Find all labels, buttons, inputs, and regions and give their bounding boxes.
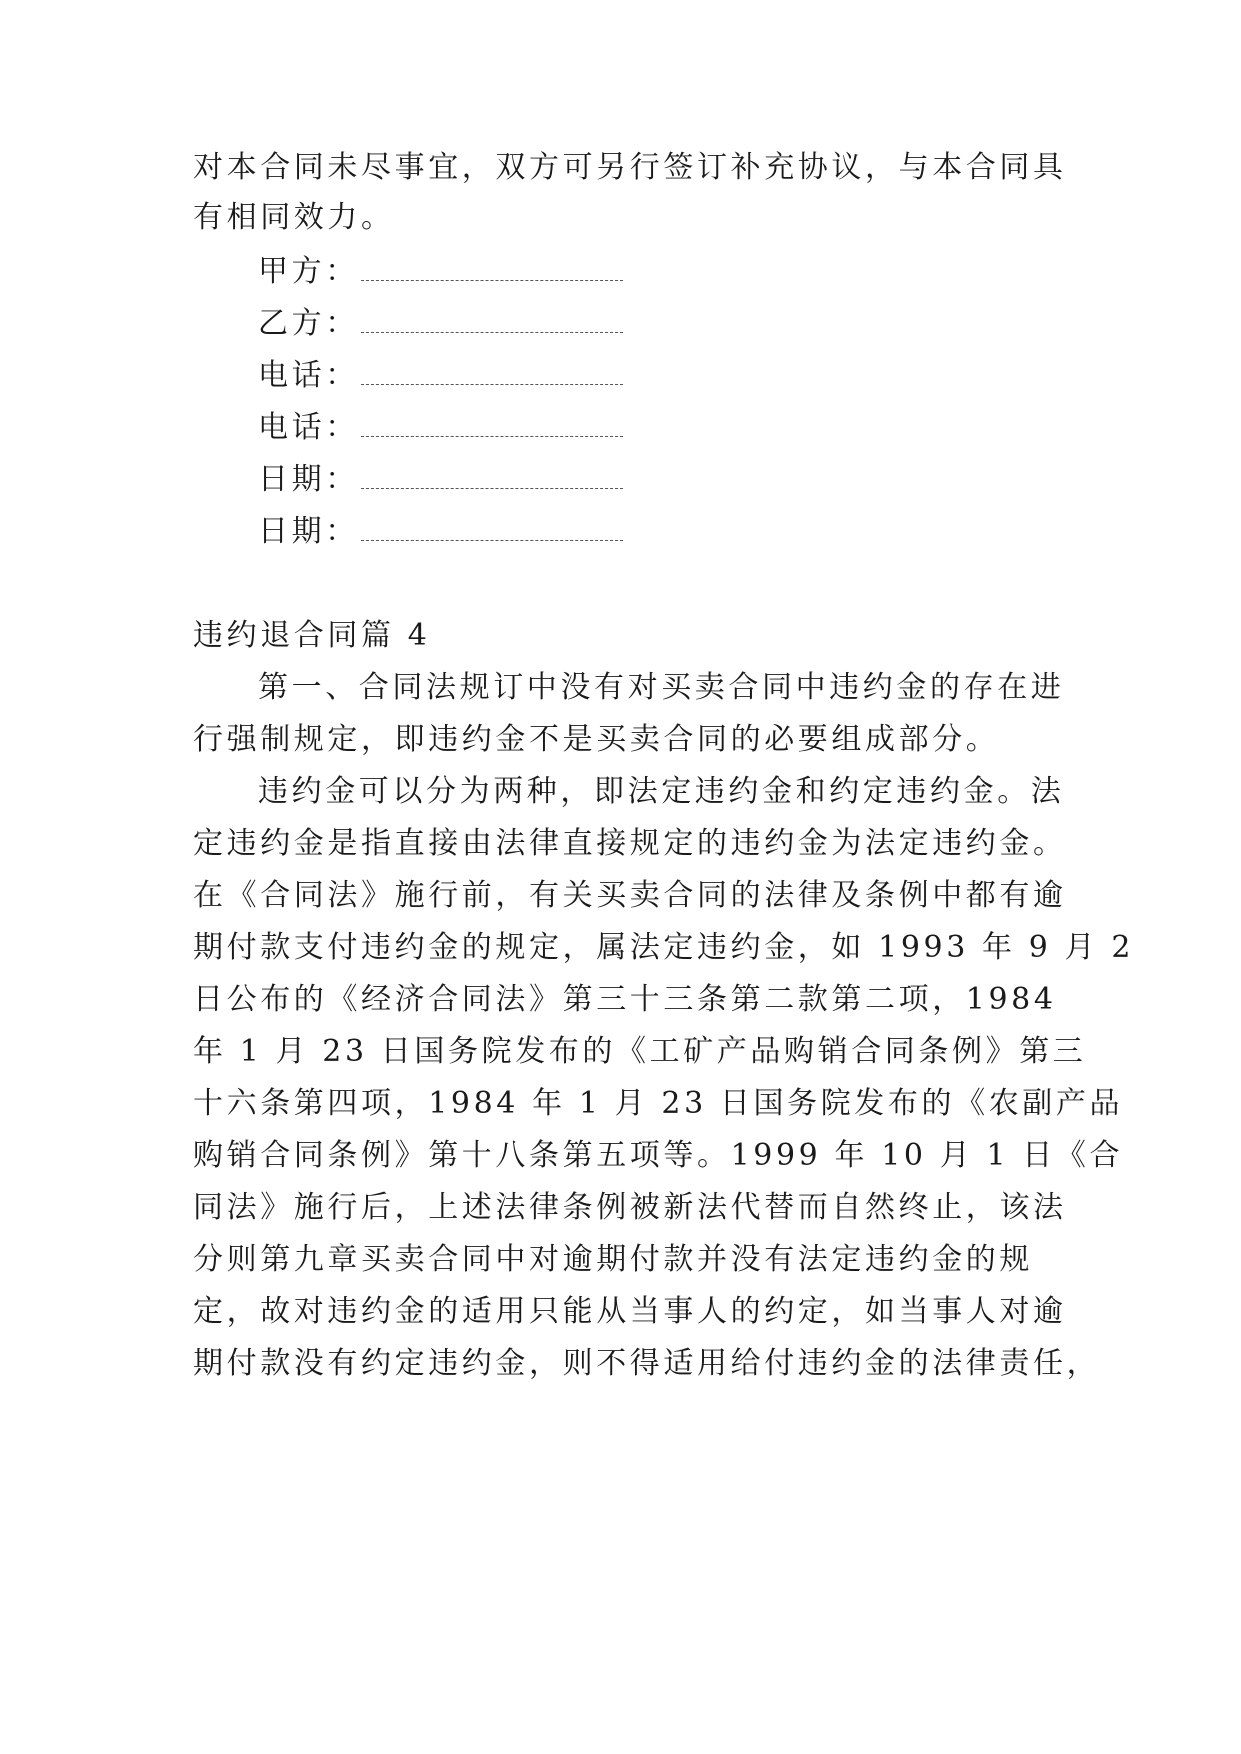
signature-blank[interactable]	[361, 306, 623, 333]
signature-blank[interactable]	[361, 410, 623, 437]
paragraph-line: 定违约金是指直接由法律直接规定的违约金为法定违约金。	[193, 826, 1067, 861]
paragraph-line: 行强制规定，即违约金不是买卖合同的必要组成部分。	[193, 722, 1000, 757]
intro-line-2: 有相同效力。	[193, 200, 395, 235]
signature-label: 电话：	[258, 358, 359, 393]
signature-label: 日期：	[258, 462, 359, 497]
signature-label: 甲方：	[258, 254, 359, 289]
signature-blank[interactable]	[361, 358, 623, 385]
signature-phone-a	[258, 356, 623, 396]
signature-blank[interactable]	[361, 462, 623, 489]
signature-blank[interactable]	[361, 254, 623, 281]
paragraph-line: 分则第九章买卖合同中对逾期付款并没有法定违约金的规	[193, 1242, 1033, 1277]
section-title: 违约退合同篇 4	[193, 618, 431, 653]
signature-phone-b	[258, 408, 623, 448]
signature-blank[interactable]	[361, 514, 623, 541]
paragraph-line: 在《合同法》施行前，有关买卖合同的法律及条例中都有逾	[193, 878, 1067, 913]
paragraph-line: 十六条第四项，1984 年 1 月 23 日国务院发布的《农副产品	[193, 1086, 1124, 1121]
paragraph-line: 年 1 月 23 日国务院发布的《工矿产品购销合同条例》第三	[193, 1034, 1087, 1069]
paragraph-line: 购销合同条例》第十八条第五项等。1999 年 10 月 1 日《合	[193, 1138, 1124, 1173]
signature-party-a	[258, 252, 623, 292]
signature-date-b	[258, 512, 623, 552]
paragraph-line: 期付款支付违约金的规定，属法定违约金，如 1993 年 9 月 2	[193, 930, 1135, 965]
signature-label: 日期：	[258, 514, 359, 549]
signature-label: 电话：	[258, 410, 359, 445]
paragraph-line: 期付款没有约定违约金，则不得适用给付违约金的法律责任，	[193, 1346, 1101, 1381]
paragraph-line: 同法》施行后，上述法律条例被新法代替而自然终止，该法	[193, 1190, 1067, 1225]
signature-label: 乙方：	[258, 306, 359, 341]
signature-party-b	[258, 304, 623, 344]
signature-date-a	[258, 460, 623, 500]
paragraph-line: 违约金可以分为两种，即法定违约金和约定违约金。法	[258, 774, 1065, 809]
paragraph-line: 日公布的《经济合同法》第三十三条第二款第二项，1984	[193, 982, 1057, 1017]
paragraph-line: 定，故对违约金的适用只能从当事人的约定，如当事人对逾	[193, 1294, 1067, 1329]
paragraph-line: 第一、合同法规订中没有对买卖合同中违约金的存在进	[258, 670, 1065, 705]
intro-line-1: 对本合同未尽事宜，双方可另行签订补充协议，与本合同具	[193, 150, 1067, 185]
